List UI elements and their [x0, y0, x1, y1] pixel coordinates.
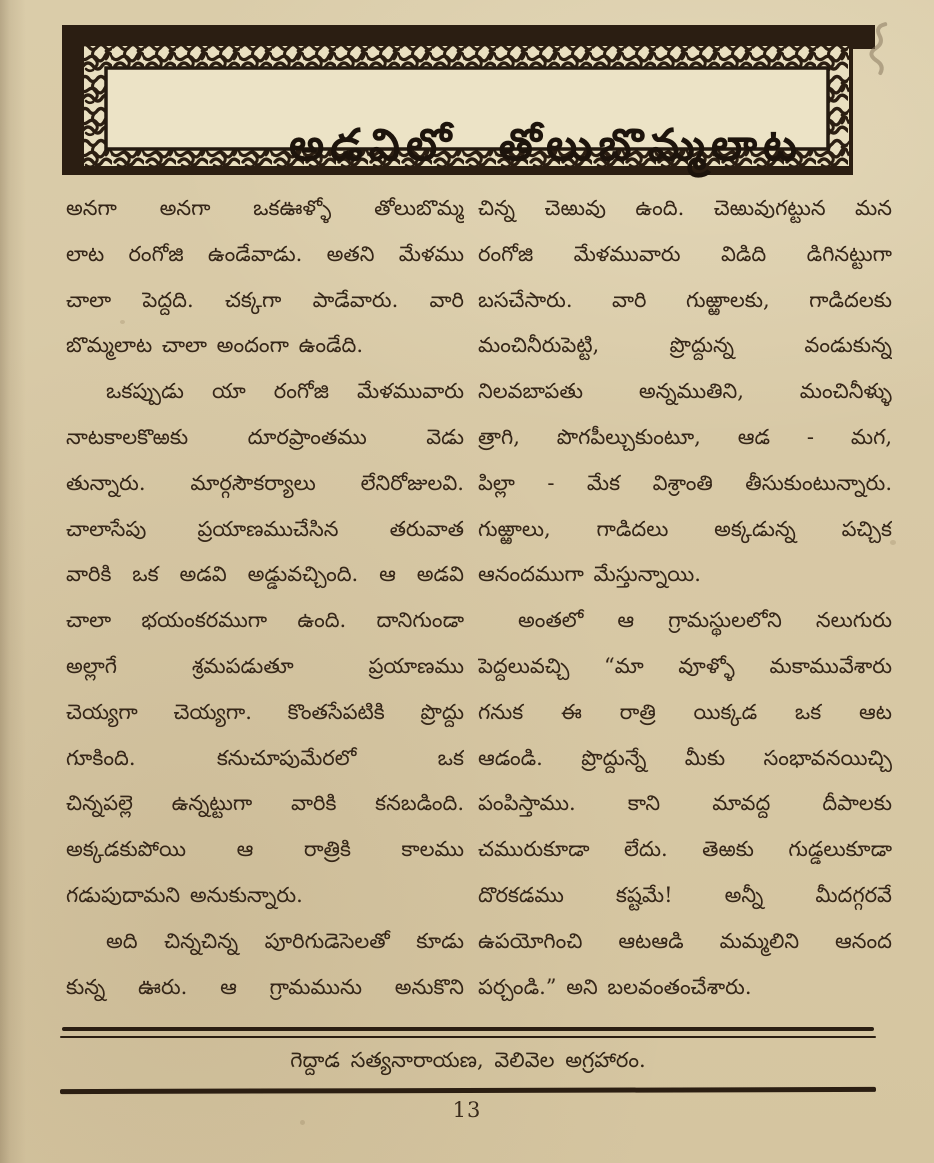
- footer-rule-top-thick: [62, 1027, 874, 1031]
- text-line: రంగోజి మేళమువారు విడిది డిగినట్టుగా: [478, 241, 892, 266]
- text-line: చాలా పెద్దది. చక్కగా పాడేవారు. వారి: [66, 287, 464, 312]
- footer-rule-bottom: [60, 1087, 876, 1094]
- text-line: పంపిస్తాము. కాని మావద్ద దీపాలకు: [478, 791, 892, 816]
- text-line: గూకింది. కనుచూపుమేరలో ఒక: [66, 745, 464, 770]
- paper-speck: [700, 980, 704, 984]
- text-line: నాటకాలకొఱకు దూరప్రాంతము వెడు: [66, 424, 464, 449]
- title-ornamental-frame: [80, 42, 853, 175]
- text-line: బసచేసారు. వారి గుఱ్ఱాలకు, గాడిదలకు: [478, 287, 892, 312]
- page-title: అడవిలో తోలుబొమ్మలాట: [289, 120, 803, 171]
- text-line: ఆడండి. ప్రొద్దున్నే మీకు సంభావనయిచ్చి: [478, 745, 892, 770]
- text-line: అనగా అనగా ఒకఊళ్ళో తోలుబొమ్మ: [66, 196, 464, 220]
- text-line: అల్లాగే శ్రమపడుతూ ప్రయాణము: [66, 653, 464, 678]
- text-line: వారికి ఒక అడవి అడ్డువచ్చింది. ఆ అడవి: [66, 562, 464, 587]
- text-line: ఒకప్పుడు యా రంగోజి మేళమువారు: [106, 379, 464, 404]
- text-line: గనుక ఈ రాత్రి యిక్కడ ఒక ఆట: [478, 699, 892, 724]
- page-number: 13: [452, 1098, 482, 1122]
- paper-speck: [120, 320, 125, 324]
- text-line: పర్చండి.” అని బలవంతంచేశారు.: [478, 974, 752, 999]
- pencil-mark-icon: [847, 8, 916, 86]
- text-line: దొరకడము కష్టమే! అన్నీ మీదగ్గరవే: [478, 882, 892, 907]
- text-line: కున్న ఊరు. ఆ గ్రామమును అనుకొని: [66, 974, 464, 999]
- text-line: త్రాగి, పొగపీల్చుకుంటూ, ఆడ - మగ,: [478, 424, 892, 449]
- text-line: చిన్న చెఱువు ఉంది. చెఱువుగట్టున మన: [478, 196, 892, 220]
- paper-speck: [300, 1120, 305, 1125]
- right-column: [478, 186, 892, 1010]
- text-line: తున్నారు. మార్గసౌకర్యాలు లేనిరోజులవి.: [66, 470, 464, 495]
- text-line: గడుపుదామని అనుకున్నారు.: [66, 882, 303, 907]
- text-line: చాలా భయంకరముగా ఉంది. దానిగుండా: [66, 608, 464, 633]
- text-line: బొమ్మలాట చాలా అందంగా ఉండేది.: [66, 333, 364, 358]
- text-line: పిల్లా - మేక విశ్రాంతి తీసుకుంటున్నారు.: [478, 470, 892, 495]
- left-column: [66, 186, 464, 1010]
- text-line: చెయ్యగా చెయ్యగా. కొంతసేపటికి ప్రొద్దు: [66, 699, 464, 724]
- text-line: ఉపయోగించి ఆటఆడి మమ్మలిని ఆనంద: [478, 928, 892, 953]
- text-line: చాలాసేపు ప్రయాణముచేసిన తరువాత: [66, 516, 464, 541]
- text-line: అక్కడకుపోయి ఆ రాత్రికి కాలము: [66, 837, 464, 862]
- text-line: గుఱ్ఱాలు, గాడిదలు అక్కడున్న పచ్చిక: [478, 516, 892, 541]
- text-line: అంతలో ఆ గ్రామస్థులలోని నలుగురు: [518, 608, 892, 633]
- text-line: చిన్నపల్లె ఉన్నట్టుగా వారికి కనబడింది.: [66, 791, 464, 816]
- paper-speck: [890, 540, 896, 545]
- footer-rule-top-thin: [60, 1036, 876, 1038]
- text-line: లాట రంగోజి ఉండేవాడు. అతని మేళము: [66, 241, 464, 266]
- text-line: అది చిన్నచిన్న పూరిగుడెసెలతో కూడు: [106, 928, 464, 953]
- author-credit: గెద్దాడ సత్యనారాయణ, వెలివెల అగ్రహారం.: [290, 1048, 646, 1072]
- text-line: మంచినీరుపెట్టి, ప్రొద్దున్న వండుకున్న: [478, 333, 892, 358]
- text-line: నిలవబాపతు అన్నముతిని, మంచినీళ్ళు: [478, 379, 892, 404]
- text-line: పెద్దలువచ్చి “మా వూళ్ళో మకామువేశారు: [478, 653, 892, 678]
- text-line: చమురుకూడా లేదు. తెఱకు గుడ్డలుకూడా: [478, 837, 892, 862]
- text-line: ఆనందముగా మేస్తున్నాయి.: [478, 562, 701, 587]
